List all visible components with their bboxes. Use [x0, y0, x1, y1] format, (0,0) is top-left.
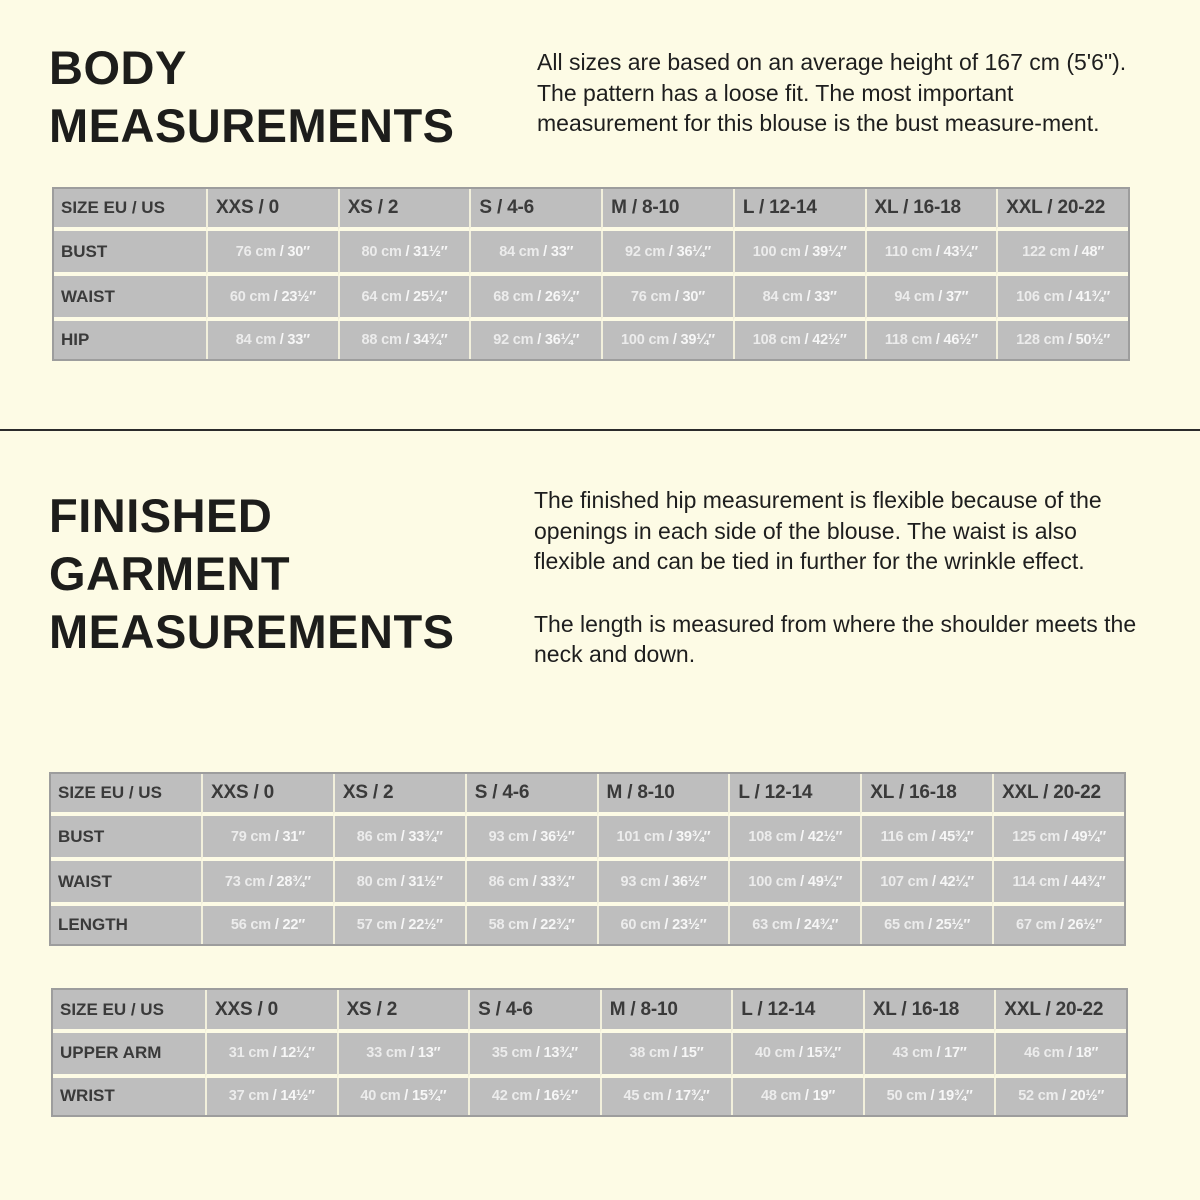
inch-value: 43¼″ [943, 243, 978, 260]
inch-value: 46½″ [943, 332, 978, 349]
cm-value: 48 cm [760, 1088, 802, 1105]
cm-value: 106 cm [1016, 288, 1065, 305]
size-header-cell: L / 12-14 [728, 774, 860, 816]
measurement-cell [992, 816, 1124, 861]
intro-paragraph: All sizes are based on an average height of 167 cm (5'6"). The pattern has a loose fit. The most important measurement for this blouse is the bust measure-ment. [537, 49, 1127, 136]
unit-separator: / [926, 1088, 939, 1105]
measurement-cell [994, 1033, 1126, 1078]
cm-value: 125 cm [1012, 828, 1061, 845]
cm-value: 38 cm [629, 1045, 670, 1062]
inch-value: 33¾″ [540, 873, 575, 890]
measurement-cell [865, 276, 997, 321]
cm-value: 100 cm [752, 243, 801, 260]
size-header-cell: XS / 2 [333, 774, 465, 816]
row-label: UPPER ARM [53, 1033, 205, 1078]
cm-value: 42 cm [491, 1088, 533, 1105]
measurement-cell [597, 906, 729, 944]
unit-separator: / [924, 917, 936, 934]
inch-value: 50½″ [1075, 332, 1111, 349]
body-measurements-heading [49, 39, 455, 155]
section-divider [0, 429, 1200, 431]
measurement-cell [992, 861, 1124, 906]
measurement-cell [994, 1078, 1126, 1115]
cm-value: 57 cm [356, 917, 397, 934]
unit-separator: / [664, 828, 676, 845]
size-header-row [51, 774, 1124, 816]
inch-value: 30″ [287, 243, 310, 260]
cm-value: 108 cm [748, 828, 797, 845]
cm-value: 114 cm [1012, 873, 1060, 890]
cm-value: 116 cm [880, 828, 928, 845]
size-header-cell: M / 8-10 [597, 774, 729, 816]
arm-measurements-table [53, 990, 1126, 1115]
size-header-cell: XXS / 0 [206, 189, 338, 231]
inch-value: 36½″ [540, 828, 575, 845]
heading-line: MEASUREMENTS [49, 99, 455, 152]
measurement-cell [201, 816, 333, 861]
cm-value: 88 cm [361, 332, 402, 349]
cm-value: 64 cm [361, 288, 402, 305]
unit-separator: / [401, 243, 414, 260]
measurement-row [54, 231, 1128, 276]
cm-value: 108 cm [752, 332, 801, 349]
measurement-cell [860, 861, 992, 906]
size-header-row [53, 990, 1126, 1033]
size-header-cell: S / 4-6 [465, 774, 597, 816]
size-header-cell: XXS / 0 [205, 990, 337, 1033]
size-header-cell: L / 12-14 [731, 990, 863, 1033]
body-measurements-table [54, 189, 1128, 359]
unit-separator: / [1059, 873, 1072, 890]
unit-separator: / [275, 243, 288, 260]
inch-value: 24¾″ [803, 917, 839, 934]
unit-separator: / [932, 1045, 945, 1062]
garment-measurements-intro [534, 485, 1144, 670]
row-label: WAIST [54, 276, 206, 321]
unit-separator: / [1064, 1045, 1076, 1062]
size-header-cell: S / 4-6 [469, 189, 601, 231]
inch-value: 31″ [282, 828, 305, 845]
size-header-row [54, 189, 1128, 231]
inch-value: 18″ [1075, 1045, 1099, 1062]
measurement-cell [338, 321, 470, 359]
measurement-cell [992, 906, 1124, 944]
measurement-cell [733, 231, 865, 276]
cm-value: 45 cm [623, 1088, 664, 1105]
unit-separator: / [660, 873, 673, 890]
cm-value: 100 cm [621, 332, 670, 349]
cm-value: 79 cm [230, 828, 271, 845]
unit-separator: / [927, 828, 940, 845]
measurement-cell [865, 321, 997, 359]
unit-separator: / [532, 1045, 544, 1062]
cm-value: 56 cm [230, 917, 271, 934]
unit-separator: / [1070, 243, 1082, 260]
measurement-cell [468, 1033, 600, 1078]
measurement-cell [468, 1078, 600, 1115]
unit-separator: / [792, 917, 804, 934]
measurement-cell [996, 276, 1128, 321]
inch-value: 23½″ [281, 288, 316, 305]
inch-value: 42½″ [807, 828, 843, 845]
inch-value: 17″ [944, 1045, 967, 1062]
unit-separator: / [800, 243, 813, 260]
cm-value: 50 cm [886, 1088, 927, 1105]
size-label-cell: SIZE EU / US [54, 189, 206, 231]
inch-value: 31½″ [408, 873, 443, 890]
cm-value: 93 cm [620, 873, 661, 890]
cm-value: 84 cm [499, 243, 540, 260]
cm-value: 122 cm [1022, 243, 1071, 260]
cm-value: 65 cm [884, 917, 925, 934]
unit-separator: / [539, 243, 551, 260]
inch-value: 37″ [945, 288, 969, 305]
inch-value: 30″ [682, 288, 706, 305]
garment-measurements-heading [49, 487, 455, 661]
measurement-cell [465, 861, 597, 906]
size-header-cell: M / 8-10 [601, 189, 733, 231]
unit-separator: / [669, 332, 681, 349]
inch-value: 22½″ [408, 917, 443, 934]
measurement-cell [465, 906, 597, 944]
size-header-cell: XXL / 20-22 [996, 189, 1128, 231]
unit-separator: / [932, 243, 944, 260]
unit-separator: / [663, 1088, 676, 1105]
cm-value: 86 cm [488, 873, 529, 890]
inch-value: 15¾″ [411, 1088, 447, 1105]
row-label: WAIST [51, 861, 201, 906]
unit-separator: / [406, 1045, 418, 1062]
unit-separator: / [396, 828, 409, 845]
inch-value: 42½″ [812, 332, 847, 349]
measurement-cell [206, 321, 338, 359]
measurement-cell [863, 1078, 995, 1115]
garment-measurements-table [51, 774, 1124, 944]
measurement-cell [337, 1033, 469, 1078]
intro-paragraph: The finished hip measurement is flexible because of the openings in each side of the blouse. The waist is also flexible and can be tied in further for the wrinkle effect. [534, 487, 1102, 574]
unit-separator: / [268, 1088, 281, 1105]
measurement-row [53, 1078, 1126, 1115]
unit-separator: / [796, 828, 808, 845]
measurement-cell [600, 1078, 732, 1115]
row-label: HIP [54, 321, 206, 359]
cm-value: 93 cm [488, 828, 529, 845]
size-header-cell: XL / 16-18 [865, 189, 997, 231]
measurement-cell [206, 276, 338, 321]
size-header-cell: S / 4-6 [468, 990, 600, 1033]
size-label-cell: SIZE EU / US [53, 990, 205, 1033]
inch-value: 36¼″ [676, 243, 711, 260]
inch-value: 44¾″ [1071, 873, 1106, 890]
cm-value: 40 cm [755, 1045, 796, 1062]
inch-value: 39¼″ [812, 243, 847, 260]
measurement-cell [601, 321, 733, 359]
measurement-cell [601, 276, 733, 321]
inch-value: 23½″ [672, 917, 707, 934]
cm-value: 101 cm [616, 828, 665, 845]
cm-value: 37 cm [228, 1088, 269, 1105]
measurement-cell [733, 276, 865, 321]
cm-value: 86 cm [356, 828, 397, 845]
unit-separator: / [1058, 1088, 1070, 1105]
unit-separator: / [528, 828, 541, 845]
inch-value: 36½″ [672, 873, 707, 890]
heading-line: BODY [49, 41, 187, 94]
cm-value: 128 cm [1016, 332, 1065, 349]
cm-value: 67 cm [1016, 917, 1057, 934]
cm-value: 94 cm [894, 288, 935, 305]
measurement-row [54, 276, 1128, 321]
measurement-row [51, 906, 1124, 944]
size-header-cell: M / 8-10 [600, 990, 732, 1033]
inch-value: 39¾″ [676, 828, 711, 845]
intro-paragraph: The length is measured from where the shoulder meets the neck and down. [534, 610, 1137, 667]
unit-separator: / [270, 828, 283, 845]
unit-separator: / [671, 288, 683, 305]
measurement-cell [469, 231, 601, 276]
cm-value: 107 cm [880, 873, 929, 890]
inch-value: 39¼″ [680, 332, 715, 349]
unit-separator: / [665, 243, 677, 260]
size-label-cell: SIZE EU / US [51, 774, 201, 816]
inch-value: 26¾″ [544, 288, 580, 305]
heading-line: GARMENT [49, 547, 291, 600]
cm-value: 80 cm [356, 873, 397, 890]
measurement-cell [996, 321, 1128, 359]
unit-separator: / [802, 288, 815, 305]
measurement-cell [205, 1078, 337, 1115]
measurement-cell [600, 1033, 732, 1078]
row-label: BUST [54, 231, 206, 276]
inch-value: 49¼″ [807, 873, 843, 890]
size-header-cell: XL / 16-18 [860, 774, 992, 816]
row-label: WRIST [53, 1078, 205, 1115]
unit-separator: / [928, 873, 940, 890]
unit-separator: / [1064, 288, 1076, 305]
cm-value: 60 cm [620, 917, 661, 934]
unit-separator: / [275, 332, 288, 349]
size-header-cell: XS / 2 [338, 189, 470, 231]
cm-value: 40 cm [360, 1088, 401, 1105]
unit-separator: / [1064, 332, 1076, 349]
measurement-row [51, 861, 1124, 906]
body-measurements-intro [537, 47, 1137, 139]
inch-value: 49¼″ [1071, 828, 1106, 845]
inch-value: 15¾″ [806, 1045, 842, 1062]
unit-separator: / [532, 1088, 544, 1105]
measurement-cell [865, 231, 997, 276]
measurement-cell [597, 816, 729, 861]
cm-value: 84 cm [235, 332, 276, 349]
unit-separator: / [669, 1045, 682, 1062]
cm-value: 92 cm [493, 332, 534, 349]
inch-value: 41¾″ [1075, 288, 1111, 305]
unit-separator: / [934, 288, 946, 305]
cm-value: 46 cm [1024, 1045, 1065, 1062]
measurement-cell [597, 861, 729, 906]
measurement-cell [601, 231, 733, 276]
inch-value: 42¼″ [939, 873, 975, 890]
unit-separator: / [801, 1088, 813, 1105]
inch-value: 16½″ [543, 1088, 578, 1105]
inch-value: 33″ [287, 332, 310, 349]
inch-value: 22″ [282, 917, 305, 934]
cm-value: 84 cm [762, 288, 803, 305]
heading-line: FINISHED [49, 489, 273, 542]
inch-value: 17¾″ [675, 1088, 710, 1105]
unit-separator: / [800, 332, 813, 349]
measurement-cell [733, 321, 865, 359]
measurement-cell [996, 231, 1128, 276]
inch-value: 45¾″ [939, 828, 974, 845]
measurement-cell [333, 861, 465, 906]
unit-separator: / [396, 873, 409, 890]
unit-separator: / [796, 873, 808, 890]
measurement-cell [860, 816, 992, 861]
inch-value: 31½″ [413, 243, 448, 260]
cm-value: 63 cm [752, 917, 793, 934]
measurement-cell [469, 321, 601, 359]
inch-value: 33¾″ [408, 828, 443, 845]
cm-value: 43 cm [892, 1045, 933, 1062]
measurement-cell [728, 861, 860, 906]
unit-separator: / [270, 917, 283, 934]
inch-value: 28¾″ [276, 873, 311, 890]
unit-separator: / [932, 332, 944, 349]
measurement-row [54, 321, 1128, 359]
size-header-cell: XS / 2 [337, 990, 469, 1033]
unit-separator: / [533, 332, 545, 349]
measurement-cell [333, 906, 465, 944]
inch-value: 34¾″ [413, 332, 448, 349]
inch-value: 13″ [417, 1045, 441, 1062]
cm-value: 76 cm [235, 243, 276, 260]
measurement-cell [465, 816, 597, 861]
unit-separator: / [660, 917, 673, 934]
unit-separator: / [268, 1045, 281, 1062]
measurement-row [53, 1033, 1126, 1078]
unit-separator: / [1060, 828, 1072, 845]
inch-value: 12¼″ [280, 1045, 315, 1062]
measurement-cell [728, 816, 860, 861]
cm-value: 118 cm [884, 332, 933, 349]
measurement-cell [333, 816, 465, 861]
inch-value: 20½″ [1069, 1088, 1105, 1105]
cm-value: 80 cm [361, 243, 402, 260]
measurement-cell [863, 1033, 995, 1078]
inch-value: 33″ [814, 288, 837, 305]
unit-separator: / [401, 288, 414, 305]
heading-line: MEASUREMENTS [49, 605, 455, 658]
measurement-cell [338, 276, 470, 321]
inch-value: 19¾″ [938, 1088, 973, 1105]
measurement-cell [728, 906, 860, 944]
inch-value: 19″ [812, 1088, 836, 1105]
measurement-cell [201, 861, 333, 906]
unit-separator: / [528, 917, 541, 934]
measurement-cell [338, 231, 470, 276]
measurement-cell [469, 276, 601, 321]
inch-value: 15″ [681, 1045, 704, 1062]
unit-separator: / [396, 917, 409, 934]
measurement-cell [337, 1078, 469, 1115]
measurement-cell [206, 231, 338, 276]
inch-value: 25½″ [935, 917, 971, 934]
cm-value: 60 cm [229, 288, 270, 305]
cm-value: 68 cm [493, 288, 534, 305]
cm-value: 92 cm [624, 243, 666, 260]
unit-separator: / [269, 288, 282, 305]
inch-value: 22¾″ [540, 917, 575, 934]
unit-separator: / [265, 873, 277, 890]
cm-value: 73 cm [224, 873, 266, 890]
measurement-cell [205, 1033, 337, 1078]
measurement-cell [731, 1033, 863, 1078]
cm-value: 35 cm [491, 1045, 533, 1062]
cm-value: 58 cm [488, 917, 529, 934]
inch-value: 26½″ [1067, 917, 1103, 934]
cm-value: 31 cm [228, 1045, 269, 1062]
measurement-cell [731, 1078, 863, 1115]
size-header-cell: L / 12-14 [733, 189, 865, 231]
inch-value: 25¼″ [413, 288, 448, 305]
size-header-cell: XL / 16-18 [863, 990, 995, 1033]
cm-value: 33 cm [366, 1045, 407, 1062]
cm-value: 52 cm [1018, 1088, 1059, 1105]
inch-value: 33″ [550, 243, 574, 260]
unit-separator: / [1056, 917, 1068, 934]
cm-value: 110 cm [884, 243, 933, 260]
unit-separator: / [528, 873, 541, 890]
unit-separator: / [401, 332, 414, 349]
size-header-cell: XXS / 0 [201, 774, 333, 816]
row-label: BUST [51, 816, 201, 861]
size-header-cell: XXL / 20-22 [994, 990, 1126, 1033]
row-label: LENGTH [51, 906, 201, 944]
unit-separator: / [400, 1088, 412, 1105]
unit-separator: / [795, 1045, 807, 1062]
size-header-cell: XXL / 20-22 [992, 774, 1124, 816]
inch-value: 36¼″ [544, 332, 580, 349]
measurement-cell [860, 906, 992, 944]
inch-value: 13¾″ [543, 1045, 578, 1062]
cm-value: 76 cm [630, 288, 672, 305]
inch-value: 48″ [1081, 243, 1105, 260]
inch-value: 14½″ [280, 1088, 315, 1105]
measurement-row [51, 816, 1124, 861]
cm-value: 100 cm [748, 873, 797, 890]
unit-separator: / [533, 288, 545, 305]
measurement-cell [201, 906, 333, 944]
